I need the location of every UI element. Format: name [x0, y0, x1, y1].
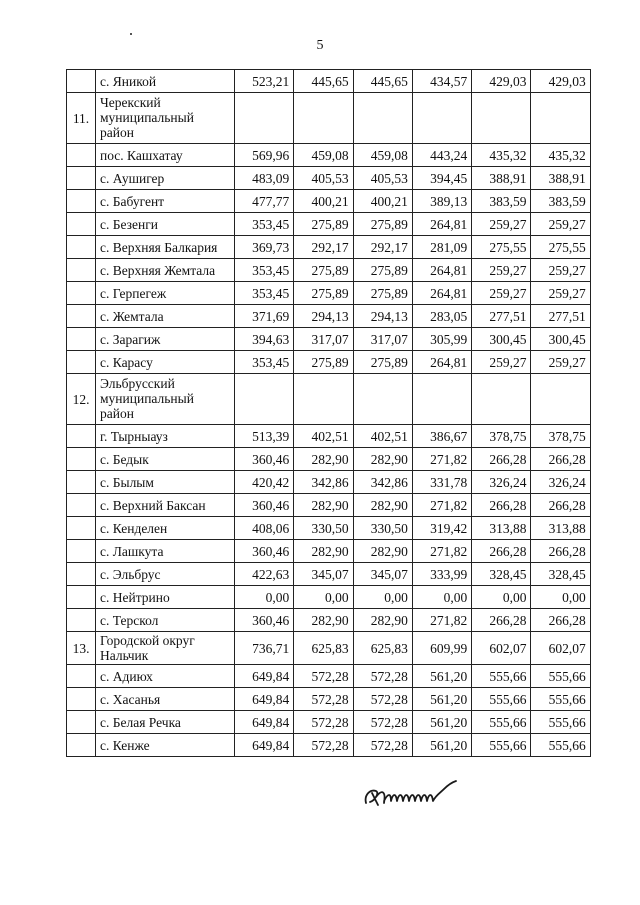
tariff-value: 313,88 [472, 517, 531, 540]
settlement-name: с. Верхняя Жемтала [96, 259, 235, 282]
tariff-value: 275,89 [353, 282, 412, 305]
tariff-value: 266,28 [531, 609, 590, 632]
tariff-value: 313,88 [531, 517, 590, 540]
tariff-table [66, 69, 591, 757]
tariff-value [412, 93, 471, 144]
tariff-value: 326,24 [531, 471, 590, 494]
row-number [67, 734, 96, 757]
tariff-value: 378,75 [531, 425, 590, 448]
row-number: 13. [67, 632, 96, 665]
tariff-value: 328,45 [531, 563, 590, 586]
row-number: 11. [67, 93, 96, 144]
tariff-value: 271,82 [412, 609, 471, 632]
tariff-value [353, 374, 412, 425]
row-number [67, 213, 96, 236]
tariff-value: 435,32 [531, 144, 590, 167]
tariff-value: 275,89 [294, 213, 353, 236]
tariff-value: 319,42 [412, 517, 471, 540]
tariff-value: 331,78 [412, 471, 471, 494]
tariff-value: 386,67 [412, 425, 471, 448]
tariff-value: 326,24 [472, 471, 531, 494]
row-number [67, 282, 96, 305]
tariff-value: 360,46 [235, 494, 294, 517]
tariff-value: 266,28 [472, 609, 531, 632]
tariff-value: 259,27 [531, 282, 590, 305]
tariff-value: 317,07 [294, 328, 353, 351]
tariff-value: 275,89 [353, 259, 412, 282]
tariff-value: 555,66 [472, 711, 531, 734]
row-number [67, 144, 96, 167]
table-row [67, 282, 591, 305]
tariff-value: 378,75 [472, 425, 531, 448]
tariff-value: 264,81 [412, 259, 471, 282]
table-row [67, 711, 591, 734]
tariff-value: 388,91 [531, 167, 590, 190]
row-number [67, 688, 96, 711]
table-row [67, 425, 591, 448]
table-section-row [67, 374, 591, 425]
settlement-name: с. Адиюх [96, 665, 235, 688]
settlement-name: с. Кенделен [96, 517, 235, 540]
tariff-value: 271,82 [412, 494, 471, 517]
tariff-value: 282,90 [353, 540, 412, 563]
table-row [67, 167, 591, 190]
tariff-value: 292,17 [294, 236, 353, 259]
row-number: 12. [67, 374, 96, 425]
tariff-value: 294,13 [353, 305, 412, 328]
table-row [67, 305, 591, 328]
row-number [67, 711, 96, 734]
tariff-value: 259,27 [531, 213, 590, 236]
tariff-value: 264,81 [412, 213, 471, 236]
row-number [67, 448, 96, 471]
tariff-value: 625,83 [353, 632, 412, 665]
tariff-value: 271,82 [412, 448, 471, 471]
tariff-value: 602,07 [531, 632, 590, 665]
tariff-value: 317,07 [353, 328, 412, 351]
row-number [67, 540, 96, 563]
tariff-value: 0,00 [472, 586, 531, 609]
tariff-value: 561,20 [412, 711, 471, 734]
tariff-value: 259,27 [472, 259, 531, 282]
tariff-value: 259,27 [531, 259, 590, 282]
tariff-value: 282,90 [294, 609, 353, 632]
tariff-value: 342,86 [294, 471, 353, 494]
row-number [67, 328, 96, 351]
table-row [67, 448, 591, 471]
tariff-value: 402,51 [294, 425, 353, 448]
row-number [67, 609, 96, 632]
row-number [67, 190, 96, 213]
tariff-value: 264,81 [412, 282, 471, 305]
tariff-value: 434,57 [412, 70, 471, 93]
settlement-name: с. Герпегеж [96, 282, 235, 305]
tariff-value: 264,81 [412, 351, 471, 374]
tariff-value: 283,05 [412, 305, 471, 328]
tariff-value: 281,09 [412, 236, 471, 259]
settlement-name: с. Былым [96, 471, 235, 494]
tariff-value: 561,20 [412, 665, 471, 688]
tariff-value: 282,90 [294, 540, 353, 563]
tariff-value: 602,07 [472, 632, 531, 665]
settlement-name: с. Зарагиж [96, 328, 235, 351]
tariff-value: 402,51 [353, 425, 412, 448]
tariff-value: 572,28 [353, 688, 412, 711]
row-number [67, 70, 96, 93]
tariff-value: 572,28 [353, 711, 412, 734]
tariff-value: 271,82 [412, 540, 471, 563]
tariff-value: 275,89 [353, 213, 412, 236]
table-row [67, 213, 591, 236]
tariff-value: 420,42 [235, 471, 294, 494]
row-number [67, 259, 96, 282]
tariff-value: 353,45 [235, 259, 294, 282]
tariff-value: 555,66 [531, 711, 590, 734]
row-number [67, 517, 96, 540]
settlement-name: с. Лашкута [96, 540, 235, 563]
table-row [67, 190, 591, 213]
tariff-value: 353,45 [235, 213, 294, 236]
tariff-value: 259,27 [531, 351, 590, 374]
table-row [67, 609, 591, 632]
row-number [67, 494, 96, 517]
tariff-value: 282,90 [294, 448, 353, 471]
tariff-value: 266,28 [531, 494, 590, 517]
table-row [67, 688, 591, 711]
tariff-value: 443,24 [412, 144, 471, 167]
tariff-value: 0,00 [353, 586, 412, 609]
tariff-value: 345,07 [353, 563, 412, 586]
tariff-value: 555,66 [531, 688, 590, 711]
tariff-table-body [67, 70, 591, 757]
tariff-value: 383,59 [531, 190, 590, 213]
tariff-value: 429,03 [531, 70, 590, 93]
tariff-value: 305,99 [412, 328, 471, 351]
tariff-value: 300,45 [472, 328, 531, 351]
tariff-value: 0,00 [235, 586, 294, 609]
tariff-value: 345,07 [294, 563, 353, 586]
tariff-value: 0,00 [294, 586, 353, 609]
tariff-value [294, 93, 353, 144]
tariff-value: 360,46 [235, 540, 294, 563]
settlement-name: с. Яникой [96, 70, 235, 93]
settlement-name: Эльбрусский муниципальный район [96, 374, 235, 425]
table-row [67, 70, 591, 93]
tariff-value: 389,13 [412, 190, 471, 213]
settlement-name: с. Бабугент [96, 190, 235, 213]
tariff-value: 405,53 [294, 167, 353, 190]
tariff-value [235, 93, 294, 144]
settlement-name: с. Аушигер [96, 167, 235, 190]
table-row [67, 563, 591, 586]
tariff-value: 294,13 [294, 305, 353, 328]
table-row [67, 665, 591, 688]
tariff-value: 445,65 [294, 70, 353, 93]
table-row [67, 734, 591, 757]
tariff-value: 369,73 [235, 236, 294, 259]
row-number [67, 305, 96, 328]
settlement-name: с. Эльбрус [96, 563, 235, 586]
tariff-value: 266,28 [472, 494, 531, 517]
tariff-value: 266,28 [472, 540, 531, 563]
tariff-value: 555,66 [472, 665, 531, 688]
settlement-name: с. Безенги [96, 213, 235, 236]
tariff-value: 572,28 [353, 734, 412, 757]
table-row [67, 632, 591, 665]
tariff-value: 259,27 [472, 351, 531, 374]
scan-speck [130, 33, 132, 35]
tariff-value: 300,45 [531, 328, 590, 351]
tariff-value: 555,66 [472, 734, 531, 757]
tariff-value: 259,27 [472, 282, 531, 305]
tariff-value: 649,84 [235, 665, 294, 688]
settlement-name: с. Хасанья [96, 688, 235, 711]
tariff-value: 445,65 [353, 70, 412, 93]
tariff-value: 649,84 [235, 688, 294, 711]
tariff-value: 523,21 [235, 70, 294, 93]
tariff-value: 277,51 [472, 305, 531, 328]
tariff-value: 371,69 [235, 305, 294, 328]
table-row [67, 351, 591, 374]
tariff-value: 282,90 [353, 494, 412, 517]
tariff-value: 259,27 [472, 213, 531, 236]
settlement-name: с. Нейтрино [96, 586, 235, 609]
tariff-value [472, 374, 531, 425]
tariff-value: 282,90 [353, 448, 412, 471]
tariff-value: 383,59 [472, 190, 531, 213]
tariff-value: 459,08 [294, 144, 353, 167]
tariff-value [531, 374, 590, 425]
settlement-name: с. Кенже [96, 734, 235, 757]
row-number [67, 665, 96, 688]
tariff-value: 292,17 [353, 236, 412, 259]
settlement-name: с. Карасу [96, 351, 235, 374]
settlement-name: пос. Кашхатау [96, 144, 235, 167]
tariff-value: 275,89 [294, 351, 353, 374]
tariff-value: 561,20 [412, 734, 471, 757]
tariff-value: 561,20 [412, 688, 471, 711]
tariff-value: 0,00 [531, 586, 590, 609]
tariff-value [235, 374, 294, 425]
tariff-value: 572,28 [353, 665, 412, 688]
tariff-value: 572,28 [294, 711, 353, 734]
tariff-value: 429,03 [472, 70, 531, 93]
table-row [67, 328, 591, 351]
table-row [67, 517, 591, 540]
tariff-value: 400,21 [353, 190, 412, 213]
table-row [67, 540, 591, 563]
tariff-value: 555,66 [531, 734, 590, 757]
tariff-value: 435,32 [472, 144, 531, 167]
tariff-value: 483,09 [235, 167, 294, 190]
tariff-value: 388,91 [472, 167, 531, 190]
tariff-value: 282,90 [294, 494, 353, 517]
tariff-value: 330,50 [294, 517, 353, 540]
tariff-value: 328,45 [472, 563, 531, 586]
tariff-value: 649,84 [235, 711, 294, 734]
tariff-value: 333,99 [412, 563, 471, 586]
tariff-value: 330,50 [353, 517, 412, 540]
tariff-value: 353,45 [235, 282, 294, 305]
tariff-value: 275,55 [472, 236, 531, 259]
table-row [67, 236, 591, 259]
tariff-value: 360,46 [235, 609, 294, 632]
settlement-name: с. Верхняя Балкария [96, 236, 235, 259]
tariff-value: 405,53 [353, 167, 412, 190]
tariff-value: 394,63 [235, 328, 294, 351]
row-number [67, 236, 96, 259]
tariff-value: 277,51 [531, 305, 590, 328]
tariff-value: 555,66 [531, 665, 590, 688]
tariff-value: 572,28 [294, 734, 353, 757]
tariff-value: 275,89 [353, 351, 412, 374]
tariff-value: 569,96 [235, 144, 294, 167]
row-number [67, 351, 96, 374]
tariff-value: 266,28 [472, 448, 531, 471]
tariff-value: 266,28 [531, 448, 590, 471]
tariff-value: 513,39 [235, 425, 294, 448]
row-number [67, 471, 96, 494]
tariff-value: 736,71 [235, 632, 294, 665]
settlement-name: Черекский муниципальный район [96, 93, 235, 144]
tariff-value [412, 374, 471, 425]
tariff-value: 625,83 [294, 632, 353, 665]
tariff-value: 282,90 [353, 609, 412, 632]
tariff-value: 353,45 [235, 351, 294, 374]
tariff-value: 342,86 [353, 471, 412, 494]
tariff-value [472, 93, 531, 144]
page-number: 5 [316, 38, 324, 53]
tariff-value: 422,63 [235, 563, 294, 586]
settlement-name: с. Белая Речка [96, 711, 235, 734]
settlement-name: с. Бедык [96, 448, 235, 471]
tariff-value: 400,21 [294, 190, 353, 213]
tariff-value: 360,46 [235, 448, 294, 471]
tariff-value [531, 93, 590, 144]
table-row [67, 586, 591, 609]
tariff-value: 555,66 [472, 688, 531, 711]
row-number [67, 167, 96, 190]
tariff-value [353, 93, 412, 144]
table-row [67, 259, 591, 282]
tariff-value: 477,77 [235, 190, 294, 213]
tariff-value: 266,28 [531, 540, 590, 563]
table-row [67, 471, 591, 494]
tariff-value: 275,55 [531, 236, 590, 259]
tariff-value: 0,00 [412, 586, 471, 609]
tariff-value: 408,06 [235, 517, 294, 540]
tariff-value: 609,99 [412, 632, 471, 665]
settlement-name: с. Жемтала [96, 305, 235, 328]
row-number [67, 586, 96, 609]
table-section-row [67, 93, 591, 144]
settlement-name: с. Терскол [96, 609, 235, 632]
row-number [67, 425, 96, 448]
table-row [67, 494, 591, 517]
tariff-value: 275,89 [294, 259, 353, 282]
settlement-name: с. Верхний Баксан [96, 494, 235, 517]
handwritten-signature [360, 775, 480, 815]
table-row [67, 144, 591, 167]
tariff-value: 572,28 [294, 688, 353, 711]
tariff-value: 649,84 [235, 734, 294, 757]
tariff-value: 275,89 [294, 282, 353, 305]
tariff-value: 572,28 [294, 665, 353, 688]
tariff-value: 459,08 [353, 144, 412, 167]
row-number [67, 563, 96, 586]
tariff-value [294, 374, 353, 425]
tariff-value: 394,45 [412, 167, 471, 190]
settlement-name: г. Тырныауз [96, 425, 235, 448]
settlement-name: Городской округ Нальчик [96, 632, 235, 665]
